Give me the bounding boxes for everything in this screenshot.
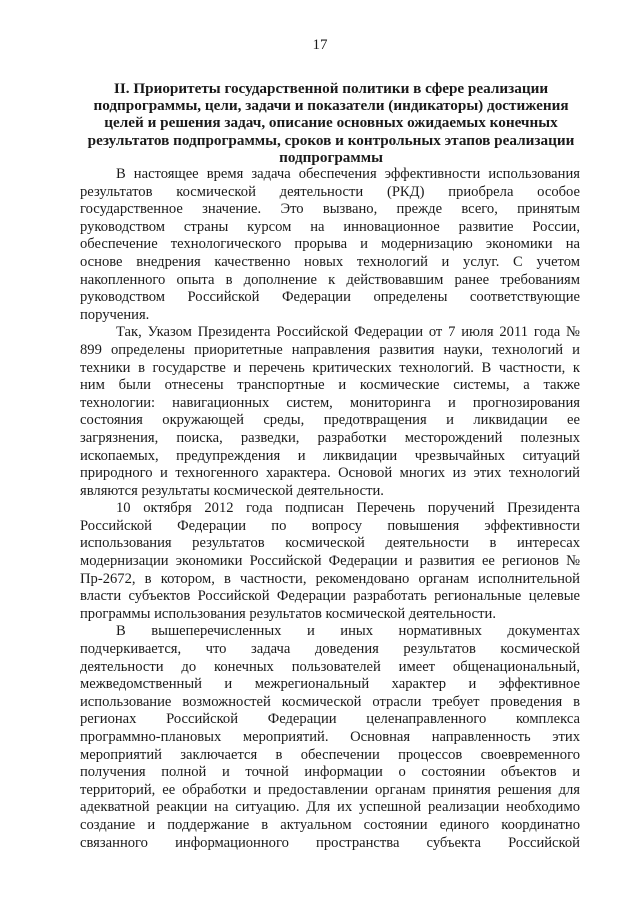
paragraph	[80, 623, 580, 852]
paragraph-line: являются результаты космической деятельности.	[80, 482, 384, 499]
paragraph-line: государственное значение. Это вызвано, прежде всего, принятым	[80, 201, 580, 218]
paragraph-line: получения полной и точной информации о состоянии объектов и	[80, 764, 580, 781]
paragraph-line: подчеркивается, что задача доведения результатов космической	[80, 641, 580, 658]
paragraph-line: В настоящее время задача обеспечения эффективности использования	[116, 166, 580, 182]
paragraph-line: ископаемых, предупреждения и ликвидации чрезвычайных ситуаций	[80, 447, 580, 464]
paragraph-line: руководством страны курсом на инновационное развитие России,	[80, 218, 580, 235]
paragraph-line: основе внедрения качественно новых технологий и услуг. С учетом	[80, 253, 580, 270]
paragraph-line: Российской Федерации по вопросу повышения эффективности	[80, 517, 580, 534]
paragraph-line: накопленного опыта в дополнение к действовавшим ранее требованиям	[80, 271, 580, 288]
paragraph-line: регионах Российской Федерации целенаправленного комплекса	[80, 711, 580, 728]
paragraph-line: мероприятий заключается в обеспечении процессов своевременного	[80, 746, 580, 763]
paragraph-line: природного и техногенного характера. Основой многих из этих технологий	[80, 465, 580, 482]
paragraph-line: власти субъектов Российской Федерации разработать региональные целевые	[80, 588, 580, 605]
paragraph-line: Пр-2672, в котором, в частности, рекомендовано органам исполнительной	[80, 570, 580, 587]
paragraph-line: технологии: навигационных систем, мониторинга и прогнозирования	[80, 394, 580, 411]
paragraph-line: модернизации экономики Российской Федерации и развития ее регионов №	[80, 553, 580, 570]
paragraph	[80, 324, 580, 500]
paragraph-line: связанного информационного пространства субъекта Российской	[80, 834, 580, 851]
paragraph-line: использования результатов космической деятельности в интересах	[80, 535, 580, 552]
paragraph-line: деятельности до конечных пользователей имеет общенациональный,	[80, 658, 580, 675]
paragraph-line: адекватной реакции на ситуацию. Для их успешной реализации необходимо	[80, 799, 580, 816]
paragraph	[80, 500, 580, 623]
page-number: 17	[312, 37, 328, 53]
paragraph-line: техники в государстве и перечень критических технологий. В частности, к	[80, 359, 580, 376]
paragraph-line: 899 определены приоритетные направления развития науки, технологий и	[80, 341, 580, 358]
paragraph-line: загрязнения, поиска, разведки, разработки месторождений полезных	[80, 429, 580, 446]
paragraph-line: поручения.	[80, 306, 150, 323]
paragraph	[80, 166, 580, 324]
paragraph-line: В вышеперечисленных и иных нормативных документах	[116, 623, 580, 640]
paragraph-line: использование возможностей космической отрасли требует проведения в	[80, 693, 580, 710]
paragraph-line: территорий, ее обработки и предоставлении органам принятия решения для	[80, 781, 580, 798]
paragraph-line: создание и поддержание в актуальном состоянии единого координатно	[80, 816, 580, 833]
paragraph-line: межведомственный и межрегиональный характер и эффективное	[80, 676, 580, 693]
body-text	[80, 166, 580, 852]
paragraph-line: 10 октября 2012 года подписан Перечень поручений Президента	[116, 500, 580, 517]
paragraph-line: состояния окружающей среды, предотвращения и ликвидации ее	[80, 412, 580, 429]
paragraph-line: результатов космической деятельности (РКД) приобрела особое	[80, 183, 580, 200]
paragraph-line: программно-плановых мероприятий. Основная направленность этих	[80, 729, 580, 745]
paragraph-line: ним были отнесены транспортные и космические системы, а также	[80, 377, 580, 394]
section-heading: II. Приоритеты государственной политики в сфере реализации подпрограммы, цели, задачи и показатели (индикаторы) достижения целей и решения задач, описание основных ожидаемых конечных результатов подпрограммы, сроков и контрольных этапов реализации подпрограммы	[87, 80, 575, 166]
paragraph-line: руководством Российской Федерации определены соответствующие	[80, 289, 580, 306]
paragraph-line: программы использования результатов космической деятельности.	[80, 605, 496, 622]
paragraph-line: обеспечение технологического прорыва и модернизацию экономики на	[80, 236, 580, 253]
paragraph-line: Так, Указом Президента Российской Федерации от 7 июля 2011 года №	[116, 324, 580, 341]
